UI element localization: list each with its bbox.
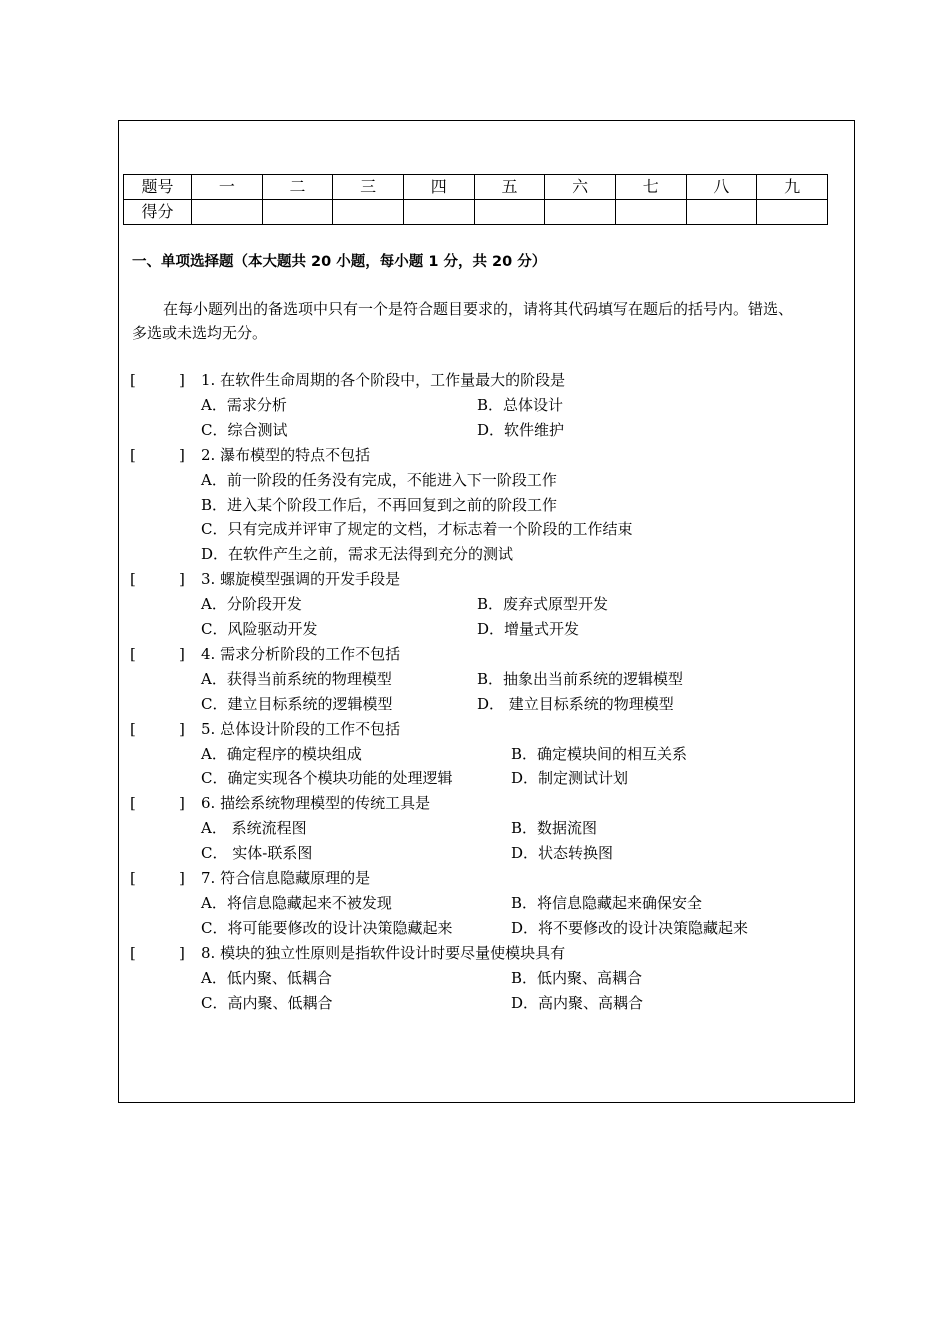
instruction-line-1: 在每小题列出的备选项中只有一个是符合题目要求的，请将其代码填写在题后的括号内。错选、 [163, 300, 794, 318]
answer-bracket-close: ] [179, 570, 185, 589]
option-c: C．将可能要修改的设计决策隐藏起来 [201, 918, 453, 937]
score-table-row-label: 得分 [124, 200, 192, 225]
option-d: D． 建立目标系统的物理模型 [477, 694, 674, 713]
question-stem: 2. 瀑布模型的特点不包括 [201, 445, 371, 464]
answer-bracket-open: [ [130, 794, 136, 813]
option-d: D．状态转换图 [511, 844, 614, 863]
score-table-col-header: 四 [403, 175, 474, 200]
score-table-col-header: 七 [615, 175, 686, 200]
option-d: D．增量式开发 [477, 620, 580, 638]
question-stem: 4. 需求分析阶段的工作不包括 [201, 644, 401, 663]
question-stem: 1. 在软件生命周期的各个阶段中，工作量最大的阶段是 [201, 371, 566, 389]
question-stem: 3. 螺旋模型强调的开发手段是 [201, 570, 401, 589]
answer-bracket-close: ] [179, 943, 185, 962]
answer-bracket-close: ] [179, 644, 185, 663]
option-c: C．确定实现各个模块功能的处理逻辑 [201, 769, 453, 788]
score-cell [545, 200, 616, 225]
section-title: 一、单项选择题（本大题共 20 小题，每小题 1 分，共 20 分） [132, 254, 547, 270]
option-d: D．高内聚、高耦合 [511, 993, 644, 1012]
option-c: C．建立目标系统的逻辑模型 [201, 694, 393, 713]
option-b: B．低内聚、高耦合 [511, 968, 643, 987]
option-a: A．将信息隐藏起来不被发现 [201, 893, 392, 912]
score-cell [333, 200, 404, 225]
instruction-line-2: 多选或未选均无分。 [132, 324, 268, 342]
answer-bracket-close: ] [179, 445, 185, 464]
option-a: A．获得当前系统的物理模型 [201, 669, 392, 688]
question-stem: 8. 模块的独立性原则是指软件设计时要尽量使模块具有 [201, 943, 566, 962]
option-d: D．将不要修改的设计决策隐藏起来 [511, 918, 749, 937]
score-table-row-label: 题号 [124, 175, 192, 200]
option-c: C．高内聚、低耦合 [201, 993, 333, 1012]
score-cell [262, 200, 333, 225]
option-c: C．风险驱动开发 [201, 620, 318, 638]
answer-bracket-open: [ [130, 445, 136, 464]
answer-bracket-close: ] [179, 794, 185, 813]
answer-bracket-open: [ [130, 371, 136, 389]
option-a: A．前一阶段的任务没有完成，不能进入下一阶段工作 [201, 470, 557, 489]
answer-bracket-close: ] [179, 719, 185, 738]
option-b: B．废弃式原型开发 [477, 595, 609, 614]
score-cell [403, 200, 474, 225]
option-b: B．进入某个阶段工作后，不再回复到之前的阶段工作 [201, 495, 558, 514]
score-cell [757, 200, 828, 225]
option-d: D．制定测试计划 [511, 769, 629, 788]
score-table-col-header: 九 [757, 175, 828, 200]
option-a: A．低内聚、低耦合 [201, 968, 332, 987]
score-table [123, 174, 828, 225]
answer-bracket-open: [ [130, 719, 136, 738]
answer-bracket-open: [ [130, 644, 136, 663]
score-cell [192, 200, 263, 225]
option-d: D．在软件产生之前，需求无法得到充分的测试 [201, 545, 514, 564]
option-a: A．确定程序的模块组成 [201, 744, 362, 763]
score-table-col-header: 三 [333, 175, 404, 200]
score-cell [474, 200, 545, 225]
option-a: A．分阶段开发 [201, 595, 302, 614]
answer-bracket-open: [ [130, 943, 136, 962]
option-b: B．抽象出当前系统的逻辑模型 [477, 669, 684, 688]
option-c: C．只有完成并评审了规定的文档，才标志着一个阶段的工作结束 [201, 520, 633, 539]
answer-bracket-open: [ [130, 570, 136, 589]
score-table-col-header: 一 [192, 175, 263, 200]
option-b: B．将信息隐藏起来确保安全 [511, 893, 703, 912]
option-b: B．确定模块间的相互关系 [511, 744, 688, 763]
option-a: A． 系统流程图 [201, 819, 307, 838]
score-cell [686, 200, 757, 225]
score-table-col-header: 六 [545, 175, 616, 200]
answer-bracket-close: ] [179, 869, 185, 887]
score-table-header-row [124, 175, 828, 200]
score-table-col-header: 八 [686, 175, 757, 200]
option-d: D．软件维护 [477, 420, 565, 439]
score-cell [615, 200, 686, 225]
question-stem: 5. 总体设计阶段的工作不包括 [201, 719, 401, 738]
answer-bracket-close: ] [179, 371, 185, 389]
option-c: C．综合测试 [201, 420, 288, 439]
option-b: B．数据流图 [511, 819, 598, 838]
score-table-score-row [124, 200, 828, 225]
option-a: A．需求分析 [201, 395, 287, 414]
answer-bracket-open: [ [130, 869, 136, 887]
score-table-col-header: 五 [474, 175, 545, 200]
question-stem: 6. 描绘系统物理模型的传统工具是 [201, 794, 431, 813]
question-stem: 7. 符合信息隐藏原理的是 [201, 869, 371, 887]
option-c: C． 实体-联系图 [201, 844, 313, 863]
option-b: B．总体设计 [477, 395, 564, 414]
score-table-col-header: 二 [262, 175, 333, 200]
